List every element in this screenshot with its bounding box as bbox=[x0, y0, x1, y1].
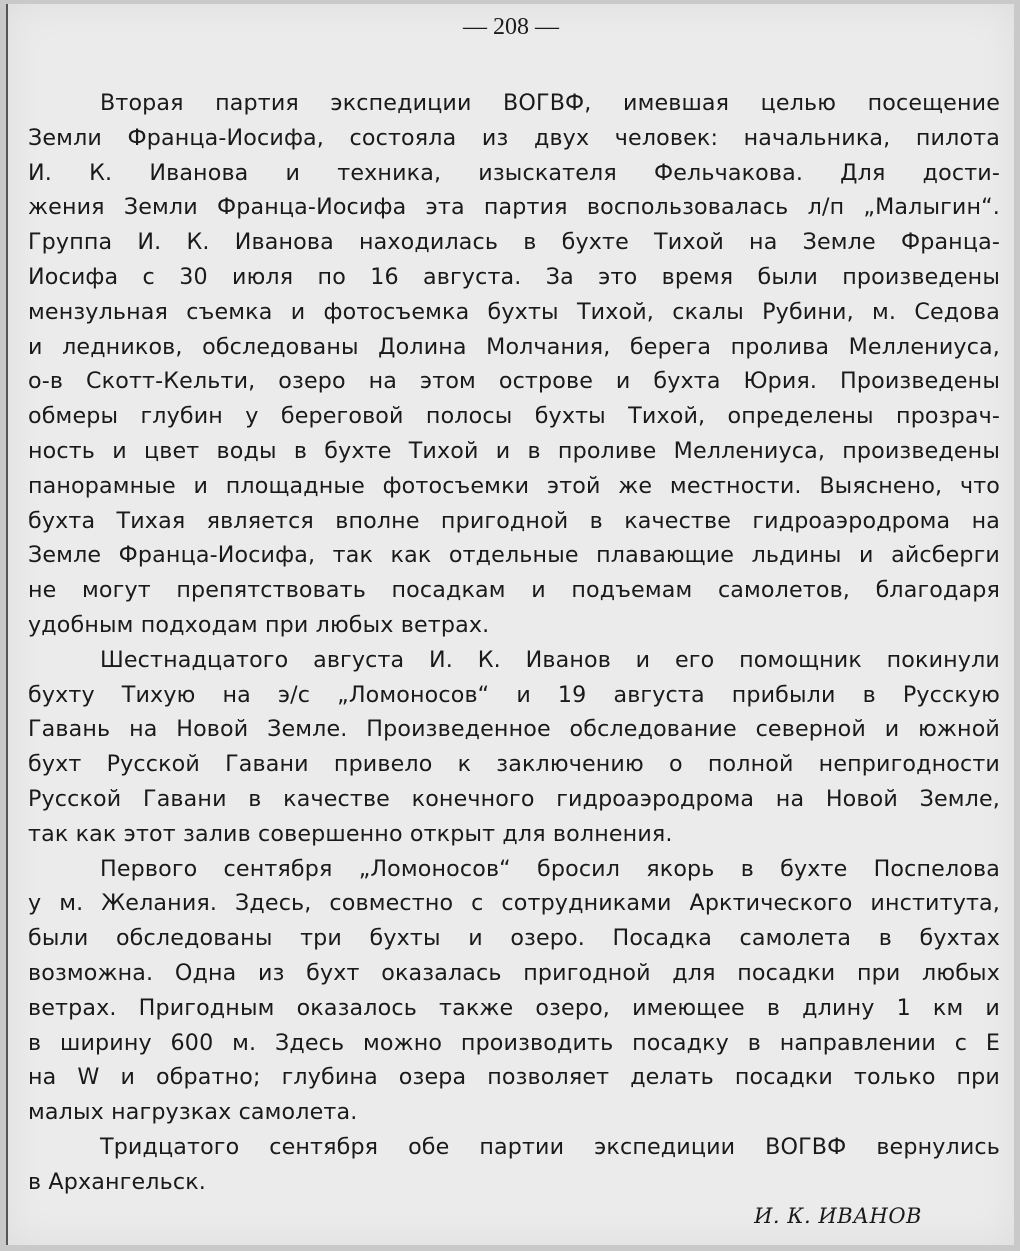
text-line: Шестнадцатого августа И. К. Иванов и его помощник покинули bbox=[100, 646, 1000, 673]
text-line: и ледников, обследованы Долина Молчания, берега пролива Меллениуса, bbox=[28, 333, 1000, 360]
text-line: панорамные и площадные фотосъемки этой же местности. Выяснено, что bbox=[28, 472, 1000, 499]
text-line: ветрах. Пригодным оказалось также озеро, имеющее в длину 1 км и bbox=[28, 994, 1000, 1021]
text-line: в ширину 600 м. Здесь можно производить посадку в направлении с E bbox=[28, 1029, 1000, 1056]
text-line: бухта Тихая является вполне пригодной в качестве гидроаэродрома на bbox=[28, 507, 1000, 534]
text-line: не могут препятствовать посадкам и подъемам самолетов, благодаря bbox=[28, 577, 1000, 604]
text-line: мензульная съемка и фотосъемка бухты Тихой, скалы Рубини, м. Седова bbox=[28, 298, 1000, 325]
text-line: жения Земли Франца-Иосифа эта партия воспользовалась л/п „Малыгин“. bbox=[28, 194, 1000, 221]
document-page bbox=[6, 4, 1014, 1245]
text-line: малых нагрузках самолета. bbox=[28, 1099, 358, 1126]
paragraph bbox=[28, 86, 1000, 643]
text-line: Русской Гавани в качестве конечного гидроаэродрома на Новой Земле, bbox=[28, 785, 1000, 812]
text-line: в Архангельск. bbox=[28, 1168, 206, 1195]
text-line: Первого сентября „Ломоносов“ бросил якорь в бухте Поспелова bbox=[100, 855, 1000, 882]
author-signature: И. К. ИВАНОВ bbox=[754, 1204, 922, 1228]
text-line: Вторая партия экспедиции ВОГВФ, имевшая целью посещение bbox=[100, 90, 1000, 116]
text-line: обмеры глубин у береговой полосы бухты Тихой, определены прозрач- bbox=[28, 403, 1000, 430]
text-line: Земле Франца-Иосифа, так как отдельные плавающие льдины и айсберги bbox=[28, 542, 1000, 569]
text-line: были обследованы три бухты и озеро. Посадка самолета в бухтах bbox=[28, 925, 1000, 952]
text-line: на W и обратно; глубина озера позволяет делать посадки только при bbox=[28, 1064, 1000, 1091]
text-line: Гавань на Новой Земле. Произведенное обследование северной и южной bbox=[28, 716, 1000, 743]
text-line: Группа И. К. Иванова находилась в бухте Тихой на Земле Франца- bbox=[28, 229, 1000, 256]
paragraph bbox=[28, 643, 1000, 852]
text-line: И. К. Иванова и техника, изыскателя Фельчакова. Для дости- bbox=[28, 159, 1000, 186]
text-line: так как этот залив совершенно открыт для волнения. bbox=[28, 820, 673, 847]
page-number: — 208 — bbox=[463, 14, 559, 40]
text-line: Тридцатого сентября обе партии экспедиции ВОГВФ вернулись bbox=[100, 1133, 1000, 1160]
text-line: бухт Русской Гавани привело к заключению о полной непригодности bbox=[28, 751, 1000, 778]
article-body bbox=[28, 86, 1000, 1200]
text-line: ность и цвет воды в бухте Тихой и в проливе Меллениуса, произведены bbox=[28, 437, 1000, 464]
paragraph bbox=[28, 852, 1000, 1130]
paragraph bbox=[28, 1130, 1000, 1200]
text-line: Земли Франца-Иосифа, состояла из двух человек: начальника, пилота bbox=[28, 124, 1000, 151]
text-line: бухту Тихую на э/с „Ломоносов“ и 19 августа прибыли в Русскую bbox=[28, 681, 1000, 708]
text-line: о-в Скотт-Кельти, озеро на этом острове и бухта Юрия. Произведены bbox=[28, 368, 1000, 395]
text-line: удобным подходам при любых ветрах. bbox=[28, 611, 490, 638]
text-line: Иосифа с 30 июля по 16 августа. За это время были произведены bbox=[28, 263, 1000, 290]
text-line: возможна. Одна из бухт оказалась пригодной для посадки при любых bbox=[28, 959, 1000, 986]
text-line: у м. Желания. Здесь, совместно с сотрудниками Арктического института, bbox=[28, 890, 1000, 917]
